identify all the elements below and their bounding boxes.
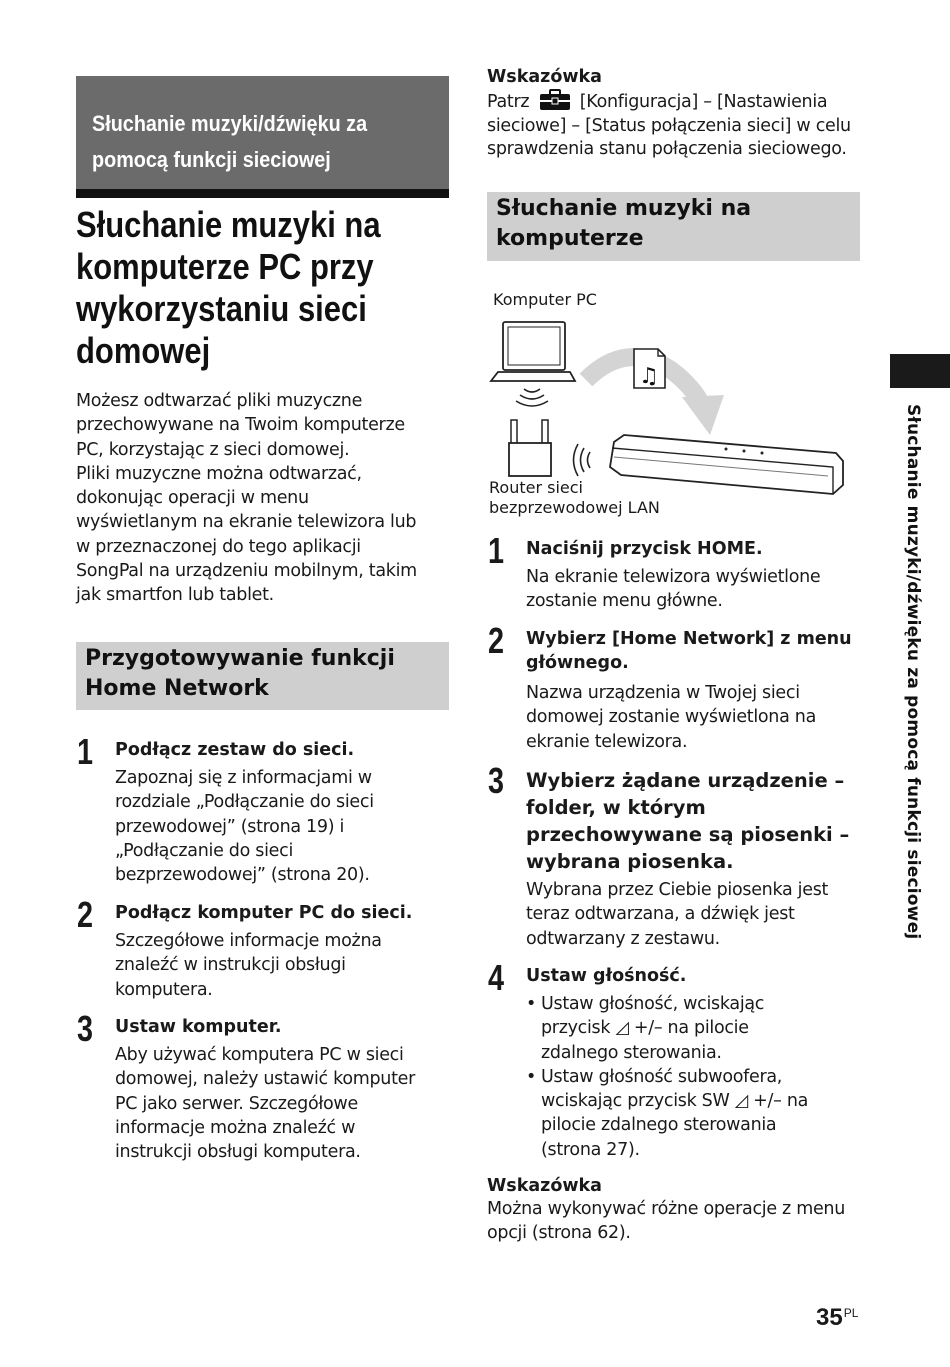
- intro-line: SongPal na urządzeniu mobilnym, takim: [76, 561, 417, 582]
- side-tab-text: Słuchanie muzyki/dźwięku za pomocą funkcji sieciowej: [903, 404, 923, 940]
- step-number: 2: [488, 620, 505, 661]
- svg-text:♫: ♫: [639, 364, 659, 389]
- step-body-line: zostanie menu główne.: [526, 591, 723, 612]
- tip-bottom-line: opcji (strona 62).: [487, 1222, 631, 1243]
- tip-top-line-1: [487, 89, 867, 115]
- prep-heading: [76, 642, 449, 710]
- pc-label: Komputer PC: [493, 290, 597, 309]
- step-body: [526, 681, 866, 754]
- step-heading-line: Podłącz zestaw do sieci.: [115, 740, 355, 760]
- step-body-line: bezprzewodowej” (strona 20).: [115, 865, 370, 886]
- step-heading-line: folder, w którym: [526, 796, 706, 819]
- bullet-line: zdalnego sterowania.: [541, 1042, 722, 1063]
- pc-heading-line-1: Słuchanie muzyki na: [496, 196, 752, 221]
- tip-top-line-1b: [Konfiguracja] – [Nastawienia: [579, 92, 828, 112]
- step-number: 1: [77, 731, 94, 772]
- step-body-line: Zapoznaj się z informacjami w: [115, 768, 372, 788]
- bullet-line: (strona 27).: [541, 1139, 640, 1160]
- intro-line: wyświetlanym na ekranie telewizora lub: [76, 512, 417, 533]
- prep-heading-line-1: Przygotowywanie funkcji: [85, 646, 395, 671]
- wifi-waves-icon: [516, 389, 548, 406]
- section-banner-line-2: pomocą funkcji sieciowej: [92, 147, 331, 172]
- step-body-line: komputera.: [115, 979, 213, 1000]
- page-number-value: 35: [816, 1304, 843, 1331]
- step-body-line: informacje można znaleźć w: [115, 1117, 356, 1138]
- step-heading-line: Wybierz [Home Network] z menu: [526, 629, 852, 649]
- step-body-line: znaleźć w instrukcji obsługi: [115, 955, 346, 976]
- bullet-line: wciskając przycisk SW ◿ +/– na: [541, 1091, 809, 1112]
- tip-top-title: Wskazówka: [487, 67, 602, 87]
- step-body-line: ekranie telewizora.: [526, 731, 688, 752]
- step-body: [115, 929, 455, 1002]
- step-body-line: rozdziale „Podłączanie do sieci: [115, 792, 374, 813]
- step-heading-line: Ustaw komputer.: [115, 1017, 282, 1037]
- step-body-line: Aby używać komputera PC w sieci: [115, 1045, 404, 1065]
- step-body-line: Wybrana przez Ciebie piosenka jest: [526, 880, 829, 900]
- tip-bottom-title: Wskazówka: [487, 1176, 602, 1196]
- toolbox-icon: [538, 89, 572, 111]
- soundbar-icon: [610, 435, 843, 494]
- page-number-suffix: PL: [843, 1306, 859, 1320]
- bullet-item: [526, 1065, 866, 1162]
- intro-line: PC, korzystając z sieci domowej.: [76, 439, 350, 460]
- step-heading: [526, 537, 866, 561]
- section-banner-line-1: Słuchanie muzyki/dźwięku za: [92, 111, 368, 136]
- tip-top-line-3: sprawdzenia stanu połączenia sieciowego.: [487, 139, 847, 159]
- step-body-line: „Podłączanie do sieci: [115, 840, 294, 861]
- router-wifi-icon: [574, 444, 591, 476]
- page-title-line-4: domowej: [76, 330, 211, 371]
- step-body: [526, 878, 866, 951]
- intro-line: Możesz odtwarzać pliki muzyczne: [76, 391, 363, 411]
- intro-line: w przeznaczonej do tego aplikacji: [76, 536, 361, 557]
- tip-top-line-2: sieciowe] – [Status połączenia sieci] w celu: [487, 115, 851, 136]
- prep-heading-line-2: Home Network: [85, 676, 269, 701]
- step-bullets: [526, 992, 866, 1162]
- step-heading-line: Podłącz komputer PC do sieci.: [115, 903, 413, 923]
- intro-line: jak smartfon lub tablet.: [76, 585, 274, 606]
- step-number: 3: [488, 760, 505, 801]
- step-body-line: Szczegółowe informacje można: [115, 931, 382, 951]
- side-tab-marker: [890, 354, 950, 388]
- intro-line: Pliki muzyczne można odtwarzać,: [76, 463, 362, 484]
- step-heading: [115, 901, 455, 925]
- step-heading-line: głównego.: [526, 653, 629, 674]
- step-body-line: przewodowej” (strona 19) i: [115, 816, 345, 837]
- step-body: [526, 565, 866, 614]
- step-body: [115, 1043, 455, 1164]
- step-heading-line: Wybierz żądane urządzenie –: [526, 769, 845, 792]
- intro-line: przechowywane na Twoim komputerze: [76, 415, 405, 436]
- page-title-line-1: Słuchanie muzyki na: [76, 204, 381, 245]
- bullet-line: przycisk ◿ +/– na pilocie: [541, 1018, 749, 1039]
- bullet-line: Ustaw głośność subwoofera,: [541, 1066, 783, 1087]
- page-title-line-3: wykorzystaniu sieci: [76, 288, 367, 329]
- laptop-icon: [491, 322, 575, 381]
- pc-heading-line-2: komputerze: [496, 226, 644, 251]
- bullet-line: pilocie zdalnego sterowania: [541, 1115, 777, 1136]
- step-number: 2: [77, 894, 94, 935]
- page-number: [816, 1304, 858, 1332]
- step-body-line: odtwarzany z zestawu.: [526, 928, 720, 949]
- bullet-item: [526, 992, 866, 1065]
- step-body-line: domowej, należy ustawić komputer: [115, 1069, 416, 1090]
- music-file-icon: [634, 349, 665, 389]
- router-label-line-2: bezprzewodowej LAN: [489, 498, 660, 517]
- intro-paragraph: [76, 389, 456, 608]
- step-heading: [526, 964, 866, 988]
- bullet-dot: •: [526, 994, 537, 1014]
- step-body: [115, 766, 455, 887]
- router-label-line-1: Router sieci: [489, 478, 583, 497]
- tip-bottom-line: Można wykonywać różne operacje z menu: [487, 1199, 846, 1219]
- section-banner: [76, 76, 449, 198]
- step-body-line: PC jako serwer. Szczegółowe: [115, 1093, 358, 1114]
- bullet-dot: •: [526, 1066, 537, 1087]
- step-number: 1: [488, 530, 505, 571]
- page-title: [76, 204, 437, 372]
- step-heading: [526, 627, 866, 676]
- step-heading: [526, 767, 866, 875]
- step-body-line: Nazwa urządzenia w Twojej sieci: [526, 683, 800, 703]
- step-number: 4: [488, 957, 505, 998]
- network-diagram: [486, 285, 866, 525]
- step-body-line: instrukcji obsługi komputera.: [115, 1142, 361, 1163]
- step-body-line: domowej zostanie wyświetlona na: [526, 707, 817, 728]
- bullet-line: Ustaw głośność, wciskając: [541, 994, 765, 1014]
- pc-heading: [487, 192, 860, 261]
- tip-bottom-text: [487, 1198, 867, 1245]
- step-heading-line: Ustaw głośność.: [526, 966, 687, 986]
- step-heading-line: Naciśnij przycisk HOME.: [526, 539, 763, 559]
- router-icon: [509, 420, 551, 476]
- step-heading: [115, 1015, 455, 1039]
- step-number: 3: [77, 1008, 94, 1049]
- intro-line: dokonując operacji w menu: [76, 488, 309, 509]
- tip-top-line-1a: Patrz: [487, 92, 530, 112]
- step-body-line: teraz odtwarzana, a dźwięk jest: [526, 904, 795, 925]
- step-heading-line: przechowywane są piosenki –: [526, 823, 850, 846]
- step-heading: [115, 738, 455, 762]
- tip-top-text: [487, 89, 867, 162]
- page-title-line-2: komputerze PC przy: [76, 246, 374, 287]
- step-body-line: Na ekranie telewizora wyświetlone: [526, 567, 821, 587]
- step-heading-line: wybrana piosenka.: [526, 850, 734, 873]
